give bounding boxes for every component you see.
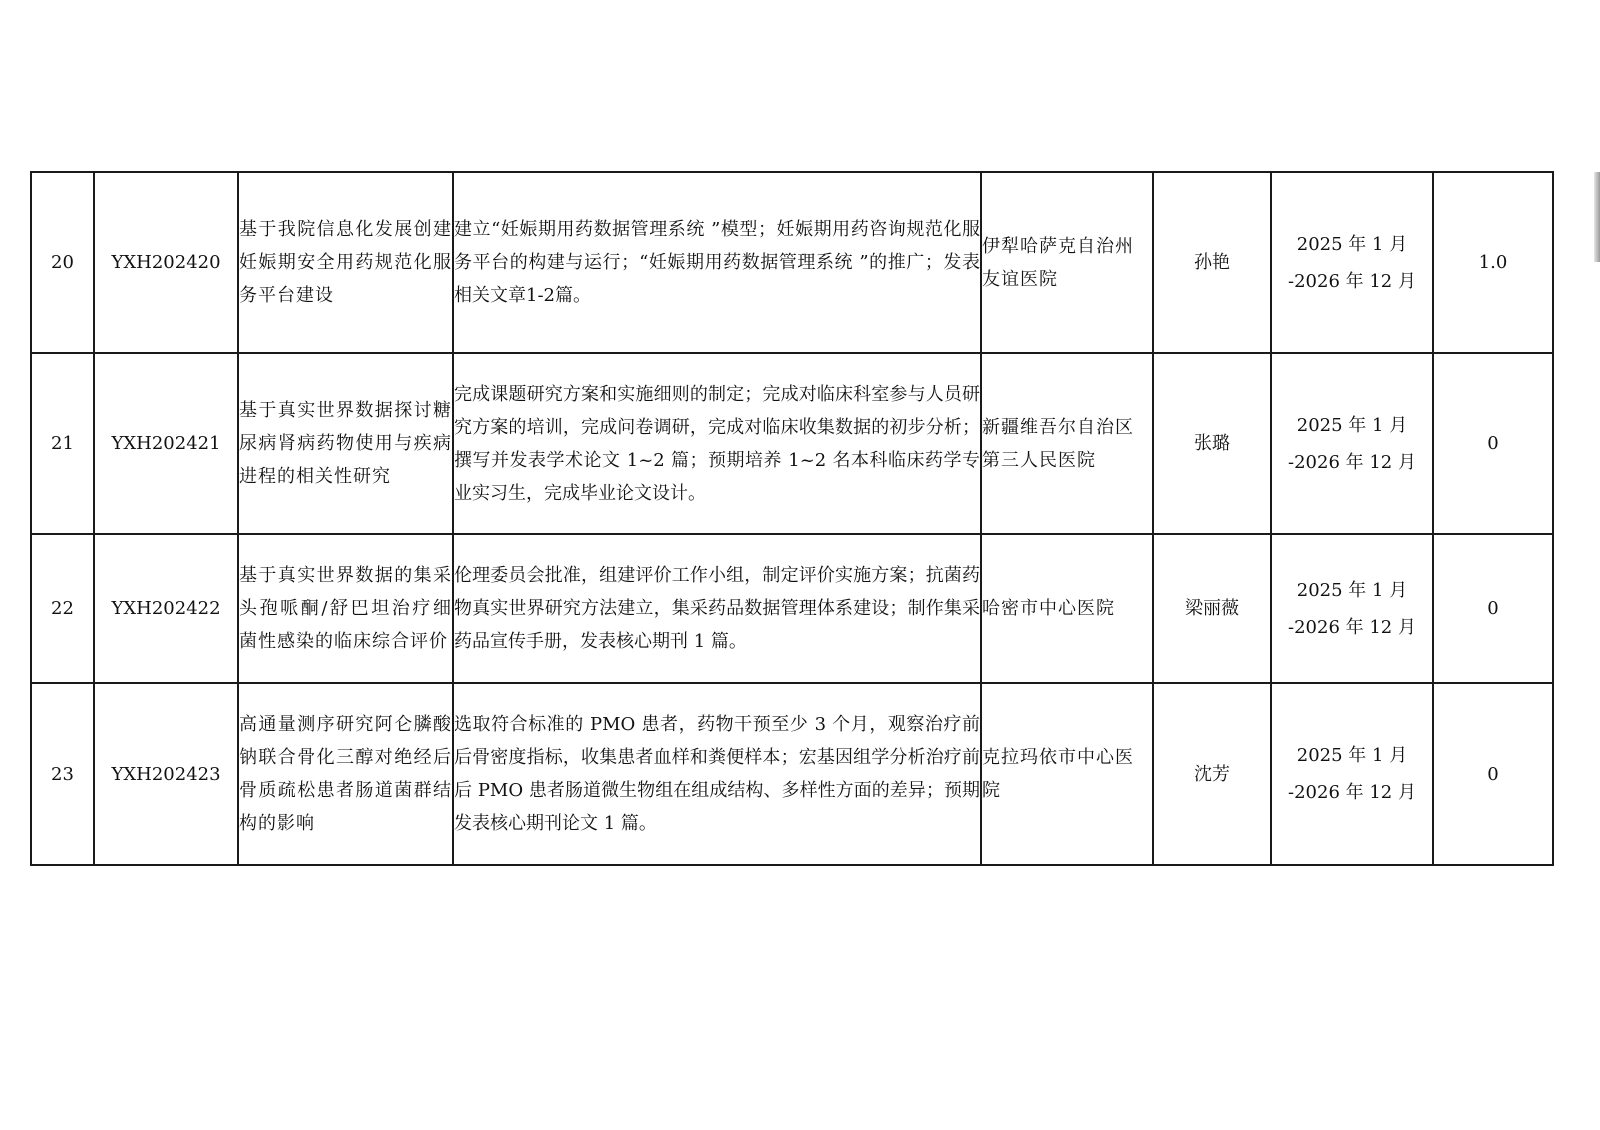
project-leader: 梁丽薇 xyxy=(1185,598,1239,619)
institution-name: 克拉玛依市中心医院 xyxy=(981,683,1153,865)
project-leader: 张璐 xyxy=(1194,433,1230,454)
project-goal: 选取符合标准的 PMO 患者，药物干预至少 3 个月，观察治疗前后骨密度指标，收集患者血样和粪便样本；宏基因组学分析治疗前后 PMO 患者肠道微生物组在组成结构、多样性方面的差异；预期发表核心期刊论文 1 篇。 xyxy=(453,683,981,865)
project-leader: 孙艳 xyxy=(1194,252,1230,273)
funding-cell xyxy=(1433,172,1553,353)
time-end: -2026 年 12 月 xyxy=(1288,451,1416,473)
row-number-cell xyxy=(31,683,94,865)
project-table xyxy=(30,171,1554,866)
time-period xyxy=(1271,683,1433,865)
table-row xyxy=(31,172,1553,353)
time-period xyxy=(1271,353,1433,534)
row-number: 22 xyxy=(51,598,74,619)
time-start: 2025 年 1 月 xyxy=(1296,233,1408,255)
institution-name: 伊犁哈萨克自治州友谊医院 xyxy=(981,172,1153,353)
project-goal: 建立“妊娠期用药数据管理系统 ”模型；妊娠期用药咨询规范化服务平台的构建与运行；“妊娠期用药数据管理系统 ”的推广；发表相关文章1-2篇。 xyxy=(453,172,981,353)
leader-cell xyxy=(1153,172,1271,353)
time-start: 2025 年 1 月 xyxy=(1296,745,1408,766)
table-row xyxy=(31,534,1553,683)
project-code: YXH202421 xyxy=(111,433,221,454)
row-number: 20 xyxy=(51,252,74,273)
project-code-cell xyxy=(94,172,238,353)
time-end: -2026 年 12 月 xyxy=(1288,270,1416,292)
project-code-cell xyxy=(94,353,238,534)
row-number: 21 xyxy=(51,433,74,454)
project-code-cell xyxy=(94,534,238,683)
project-leader: 沈芳 xyxy=(1194,763,1230,785)
project-code: YXH202420 xyxy=(111,252,221,273)
time-end: -2026 年 12 月 xyxy=(1288,616,1416,638)
project-code-cell xyxy=(94,683,238,865)
time-start: 2025 年 1 月 xyxy=(1296,579,1408,601)
project-goal: 伦理委员会批准，组建评价工作小组，制定评价实施方案；抗菌药物真实世界研究方法建立，集采药品数据管理体系建设；制作集采药品宣传手册，发表核心期刊 1 篇。 xyxy=(453,534,981,683)
project-title: 高通量测序研究阿仑膦酸钠联合骨化三醇对绝经后骨质疏松患者肠道菌群结构的影响 xyxy=(238,683,453,865)
project-title: 基于真实世界数据探讨糖尿病肾病药物使用与疾病进程的相关性研究 xyxy=(238,353,453,534)
leader-cell xyxy=(1153,534,1271,683)
time-start: 2025 年 1 月 xyxy=(1296,414,1408,436)
funding-amount: 0 xyxy=(1487,598,1499,619)
project-goal: 完成课题研究方案和实施细则的制定；完成对临床科室参与人员研究方案的培训，完成问卷调研，完成对临床收集数据的初步分析；撰写并发表学术论文 1~2 篇；预期培养 1~2 名本科临床药学专业实习生，完成毕业论文设计。 xyxy=(453,353,981,534)
row-number: 23 xyxy=(51,763,74,785)
leader-cell xyxy=(1153,353,1271,534)
row-number-cell xyxy=(31,172,94,353)
institution-name: 哈密市中心医院 xyxy=(981,534,1153,683)
table-row xyxy=(31,683,1553,865)
time-period xyxy=(1271,534,1433,683)
scan-edge-mark xyxy=(1594,172,1600,262)
funding-cell xyxy=(1433,683,1553,865)
time-end: -2026 年 12 月 xyxy=(1288,782,1416,803)
row-number-cell xyxy=(31,534,94,683)
funding-amount: 1.0 xyxy=(1478,252,1508,273)
funding-cell xyxy=(1433,353,1553,534)
row-number-cell xyxy=(31,353,94,534)
funding-amount: 0 xyxy=(1487,433,1499,454)
funding-cell xyxy=(1433,534,1553,683)
project-title: 基于我院信息化发展创建妊娠期安全用药规范化服务平台建设 xyxy=(238,172,453,353)
leader-cell xyxy=(1153,683,1271,865)
institution-name: 新疆维吾尔自治区第三人民医院 xyxy=(981,353,1153,534)
project-title: 基于真实世界数据的集采头孢哌酮/舒巴坦治疗细菌性感染的临床综合评价 xyxy=(238,534,453,683)
time-period xyxy=(1271,172,1433,353)
project-code: YXH202422 xyxy=(111,598,221,619)
table-row xyxy=(31,353,1553,534)
project-code: YXH202423 xyxy=(111,763,221,785)
funding-amount: 0 xyxy=(1487,763,1499,785)
